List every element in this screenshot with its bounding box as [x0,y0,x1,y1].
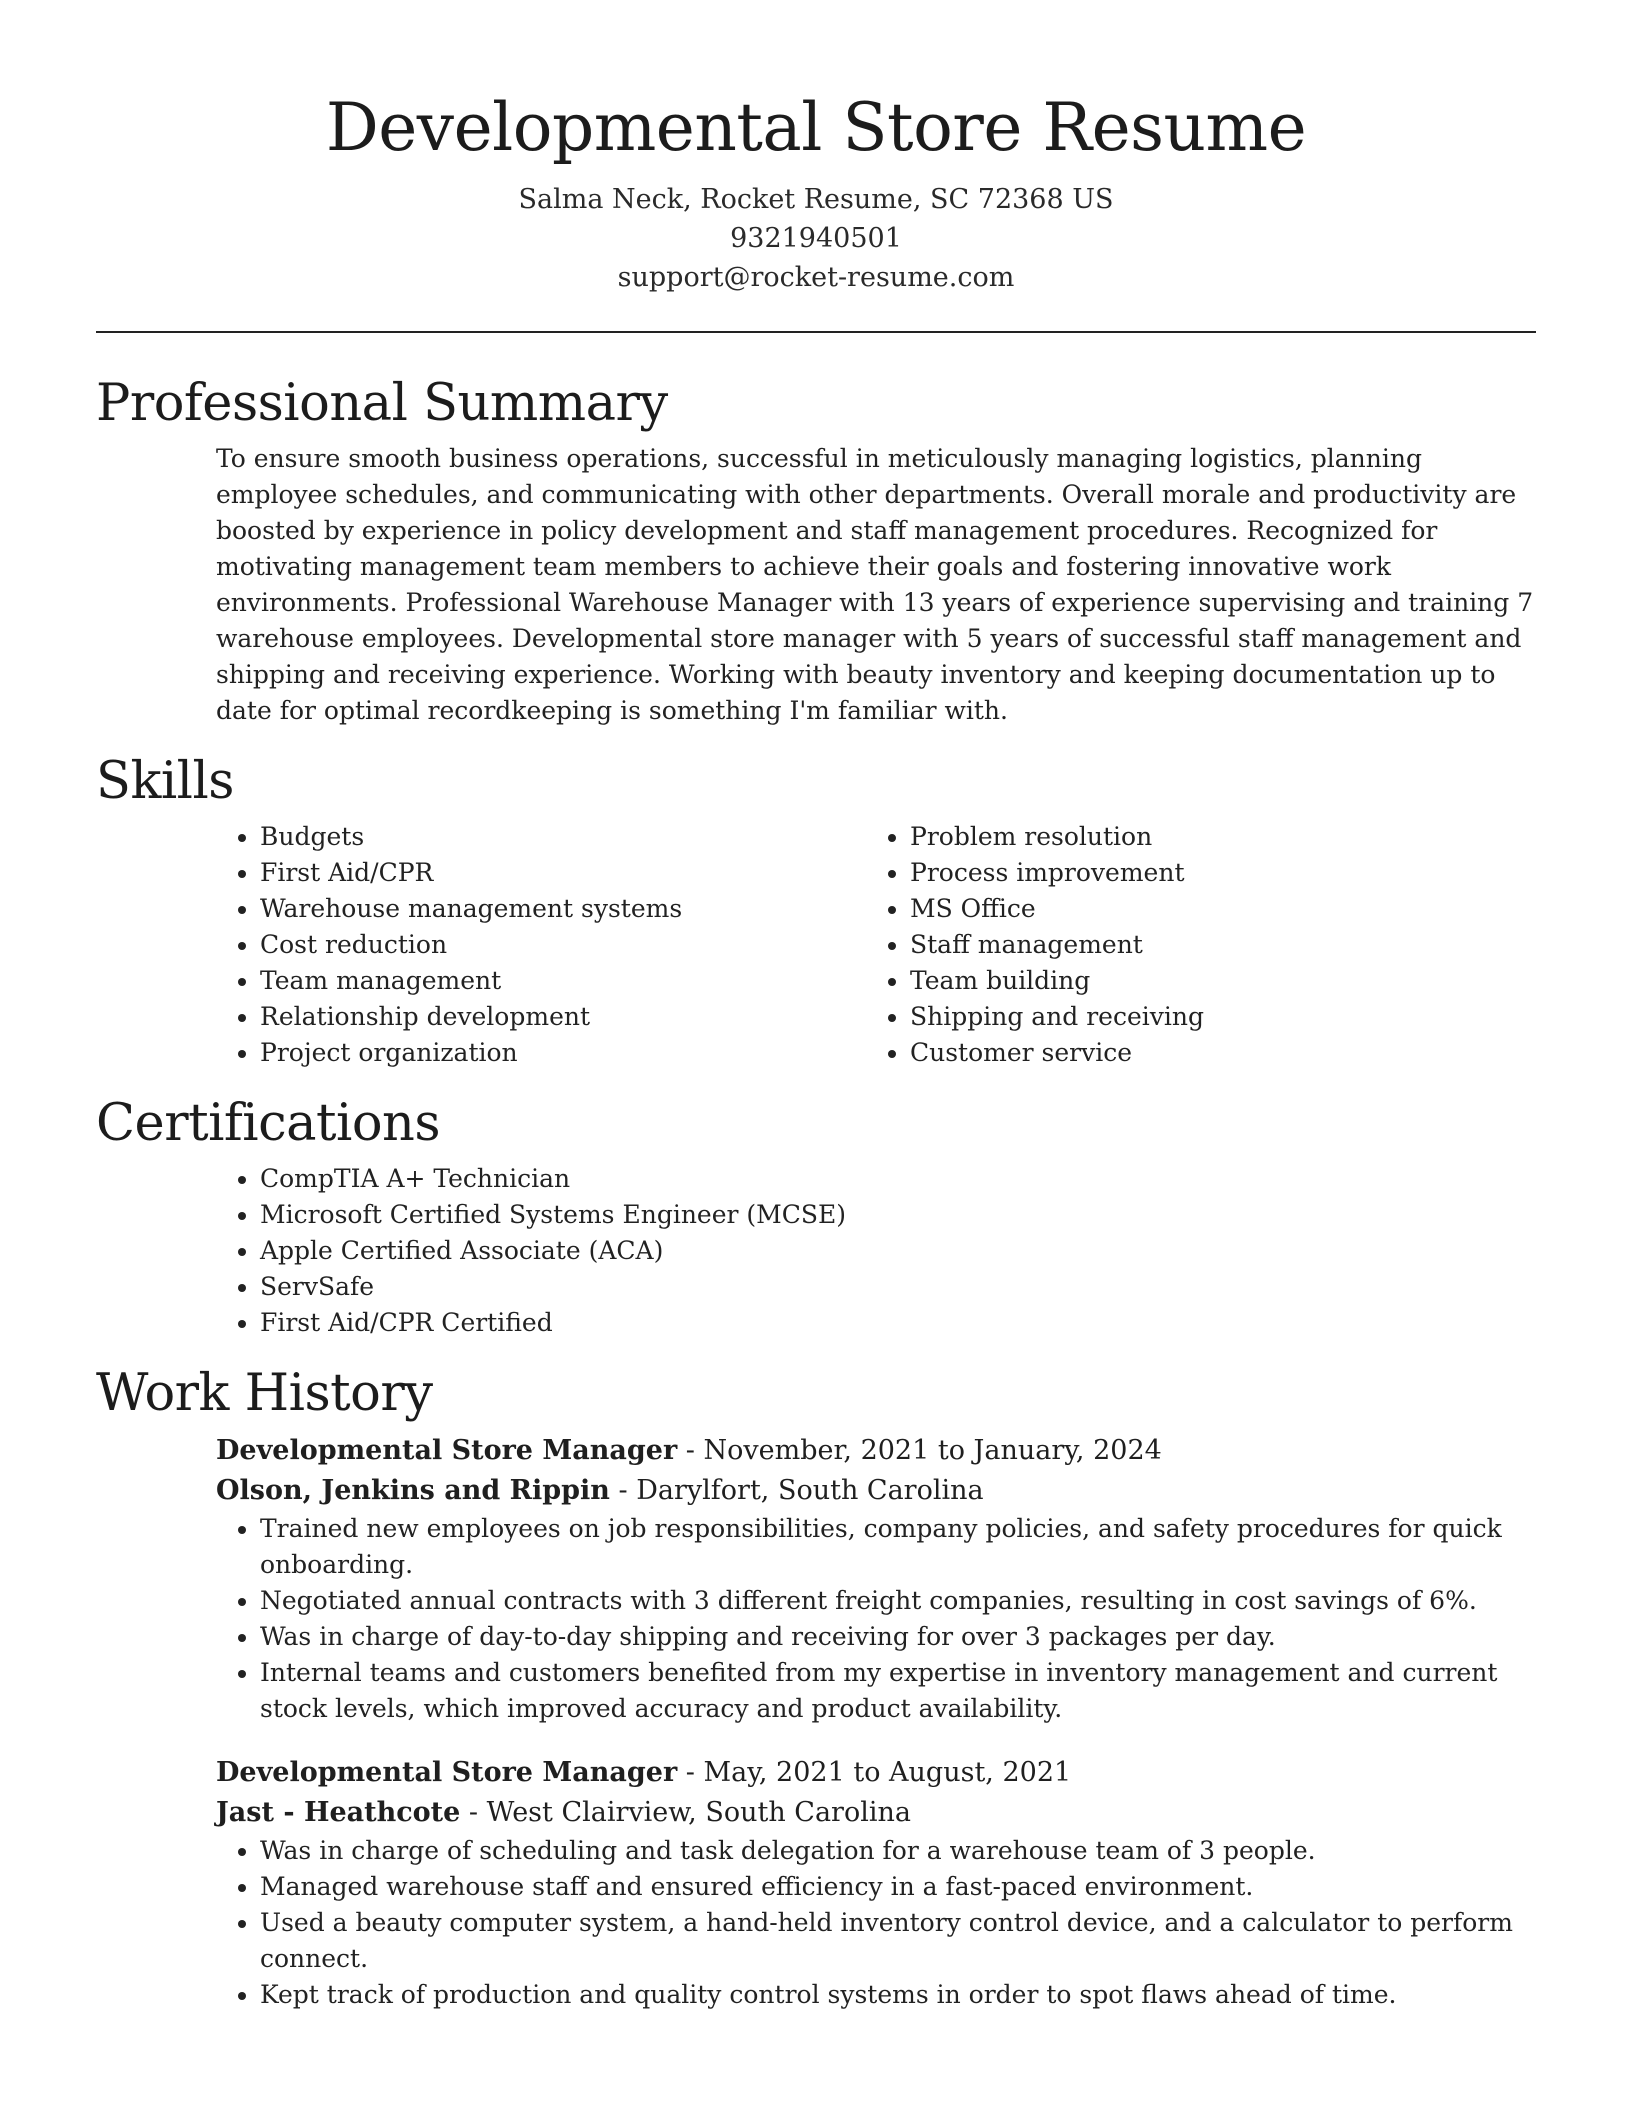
job-separator: - [677,1435,704,1466]
work-history-body [96,1431,1536,2013]
certifications-heading: Certifications [96,1094,441,1153]
skill-item: • Cost reduction [260,927,866,963]
skill-item: • Shipping and receiving [910,999,1516,1035]
certification-item: • Apple Certified Associate (ACA) [260,1233,1536,1269]
job-duties-list [216,1511,1536,1727]
job-role: Developmental Store Manager [216,1435,678,1466]
job-duty: • Was in charge of scheduling and task delegation for a warehouse team of 3 people. [260,1833,1536,1869]
certifications-section [96,1093,1536,1341]
skill-item: • Staff management [910,927,1516,963]
certifications-list [216,1161,1536,1341]
job-entry [216,1431,1536,1727]
certifications-body [96,1161,1536,1341]
skill-item: • Team management [260,963,866,999]
certification-item: • ServSafe [260,1269,1536,1305]
resume-header [96,0,1536,297]
job-dates: May, 2021 to August, 2021 [703,1757,1072,1788]
job-location: West Clairview, South Carolina [486,1797,911,1828]
summary-body [96,441,1536,729]
certification-item: • Microsoft Certified Systems Engineer (MCSE) [260,1197,1536,1233]
header-divider [96,331,1536,333]
job-separator: - [609,1475,637,1506]
job-company-line [216,1471,1536,1511]
job-location: Darylfort, South Carolina [636,1475,984,1506]
job-duty: • Internal teams and customers benefited from my expertise in inventory management and current stock levels, which improved accuracy and product availability. [260,1655,1536,1727]
job-title-line [216,1431,1536,1471]
certification-item: • CompTIA A+ Technician [260,1161,1536,1197]
skills-column-right [866,819,1516,1071]
summary-heading: Professional Summary [96,374,668,433]
contact-address: Salma Neck, Rocket Resume, SC 72368 US [518,184,1114,215]
job-duty: • Negotiated annual contracts with 3 different freight companies, resulting in cost savings of 6%. [260,1583,1536,1619]
skills-section [96,751,1536,1071]
job-role: Developmental Store Manager [216,1757,678,1788]
skills-column-left [216,819,866,1071]
skill-item: • Warehouse management systems [260,891,866,927]
job-duty: • Used a beauty computer system, a hand-held inventory control device, and a calculator to perform connect. [260,1905,1536,1977]
skills-heading: Skills [96,752,234,811]
job-title-line [216,1753,1536,1793]
resume-title: Developmental Store Resume [325,89,1307,166]
skills-list-right [866,819,1516,1071]
job-duties-list [216,1833,1536,2013]
job-company: Olson, Jenkins and Rippin [216,1475,610,1506]
job-separator: - [460,1797,487,1828]
work-history-heading: Work History [96,1364,433,1423]
summary-text: To ensure smooth business operations, successful in meticulously managing logistics, planning employee schedules, and communicating with other departments. Overall morale and productivity are boosted by experience in policy development and staff management procedures. Recognized for motivating management team members to achieve their goals and fostering innovative work environments. Professional Warehouse Manager with 13 years of experience supervising and training 7 warehouse employees. Developmental store manager with 5 years of successful staff management and shipping and receiving experience. Working with beauty inventory and keeping documentation up to date for optimal recordkeeping is something I'm familiar with. [216,444,1534,725]
skill-item: • Problem resolution [910,819,1516,855]
job-company: Jast - Heathcote [216,1797,461,1828]
certification-item: • First Aid/CPR Certified [260,1305,1536,1341]
skills-body [96,819,1536,1071]
summary-section [96,373,1536,729]
job-company-line [216,1793,1536,1833]
skill-item: • Budgets [260,819,866,855]
contact-phone: 9321940501 [730,223,902,254]
skills-list-left [216,819,866,1071]
job-dates: November, 2021 to January, 2024 [703,1435,1162,1466]
skill-item: • Project organization [260,1035,866,1071]
job-entry [216,1753,1536,2013]
job-separator: - [677,1757,704,1788]
skill-item: • Relationship development [260,999,866,1035]
skill-item: • Team building [910,963,1516,999]
contact-info [96,180,1536,297]
skills-grid [216,819,1536,1071]
job-duty: • Trained new employees on job responsibilities, company policies, and safety procedures for quick onboarding. [260,1511,1536,1583]
skill-item: • Customer service [910,1035,1516,1071]
work-history-section [96,1363,1536,2013]
job-duty: • Managed warehouse staff and ensured efficiency in a fast-paced environment. [260,1869,1536,1905]
skill-item: • First Aid/CPR [260,855,866,891]
skill-item: • Process improvement [910,855,1516,891]
job-duty: • Was in charge of day-to-day shipping and receiving for over 3 packages per day. [260,1619,1536,1655]
skill-item: • MS Office [910,891,1516,927]
job-duty: • Kept track of production and quality control systems in order to spot flaws ahead of time. [260,1977,1536,2013]
contact-email: support@rocket-resume.com [617,262,1015,293]
